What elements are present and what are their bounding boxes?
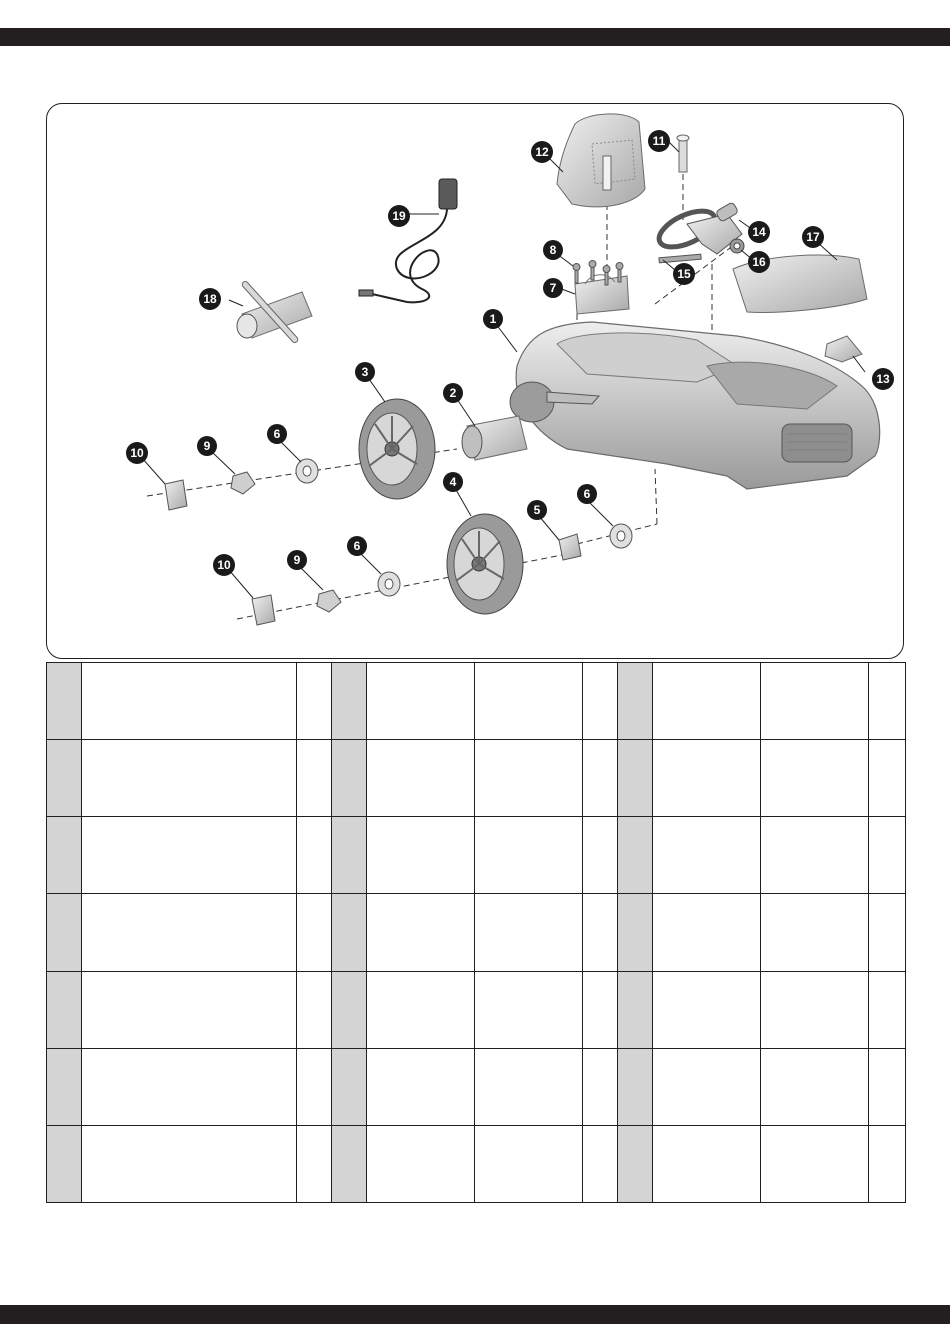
part-number-cell — [47, 663, 82, 740]
callout-6 — [267, 424, 287, 444]
top-bar — [0, 28, 950, 46]
part-name-cell — [761, 817, 869, 894]
callout-9 — [197, 436, 217, 456]
callout-7 — [543, 278, 563, 298]
screw-icon — [677, 135, 689, 172]
pedal-icon — [825, 336, 862, 362]
part-qty-cell — [583, 894, 618, 971]
svg-text:10: 10 — [217, 558, 231, 572]
part-number-cell — [332, 817, 367, 894]
svg-text:18: 18 — [203, 292, 217, 306]
callout-1 — [483, 309, 503, 329]
part-number-cell — [618, 740, 653, 817]
callout-11 — [648, 130, 670, 152]
callout-15 — [673, 263, 695, 285]
part-name-cell — [367, 894, 475, 971]
part-name-cell — [653, 971, 761, 1048]
part-number-cell — [618, 817, 653, 894]
part-name-cell — [475, 894, 583, 971]
part-name-cell — [82, 971, 297, 1048]
part-number-cell — [618, 1048, 653, 1125]
part-number-cell — [332, 971, 367, 1048]
part-name-cell — [367, 663, 475, 740]
svg-text:10: 10 — [130, 446, 144, 460]
callout-10 — [213, 554, 235, 576]
table-row — [47, 1048, 906, 1125]
part-qty-cell — [297, 971, 332, 1048]
part-qty-cell — [869, 894, 906, 971]
bottom-bar — [0, 1305, 950, 1324]
part-number-cell — [618, 971, 653, 1048]
charger-icon — [359, 179, 457, 302]
part-name-cell — [82, 894, 297, 971]
part-number-cell — [47, 740, 82, 817]
part-name-cell — [475, 740, 583, 817]
callout-4 — [443, 472, 463, 492]
part-name-cell — [761, 1048, 869, 1125]
part-qty-cell — [297, 894, 332, 971]
part-number-cell — [332, 663, 367, 740]
table-row — [47, 817, 906, 894]
part-number-cell — [47, 817, 82, 894]
part-name-cell — [82, 817, 297, 894]
part-name-cell — [761, 894, 869, 971]
part-number-cell — [332, 740, 367, 817]
callout-16 — [748, 251, 770, 273]
svg-text:17: 17 — [806, 230, 820, 244]
part-number-cell — [47, 1125, 82, 1202]
part-name-cell — [761, 740, 869, 817]
hub-cap-icon — [165, 480, 275, 625]
part-name-cell — [653, 1048, 761, 1125]
svg-text:3: 3 — [361, 365, 369, 379]
table-row — [47, 894, 906, 971]
part-qty-cell — [297, 1125, 332, 1202]
part-name-cell — [82, 1048, 297, 1125]
callout-9 — [287, 550, 307, 570]
callout-12 — [531, 141, 553, 163]
callout-5 — [527, 500, 547, 520]
part-name-cell — [82, 740, 297, 817]
exploded-parts-diagram — [46, 103, 904, 659]
svg-text:2: 2 — [449, 386, 457, 400]
svg-text:9: 9 — [203, 439, 211, 453]
callout-19 — [388, 205, 410, 227]
part-qty-cell — [297, 817, 332, 894]
part-qty-cell — [583, 740, 618, 817]
part-qty-cell — [869, 1125, 906, 1202]
part-name-cell — [367, 740, 475, 817]
part-qty-cell — [297, 1048, 332, 1125]
part-name-cell — [653, 740, 761, 817]
table-row — [47, 1125, 906, 1202]
part-name-cell — [761, 663, 869, 740]
part-name-cell — [475, 1125, 583, 1202]
svg-text:5: 5 — [533, 503, 541, 517]
part-name-cell — [475, 1048, 583, 1125]
callout-13 — [872, 368, 894, 390]
part-qty-cell — [869, 971, 906, 1048]
svg-text:1: 1 — [489, 312, 497, 326]
table-row — [47, 971, 906, 1048]
table-row — [47, 663, 906, 740]
callout-6 — [577, 484, 597, 504]
svg-text:16: 16 — [752, 255, 766, 269]
part-number-cell — [618, 1125, 653, 1202]
part-qty-cell — [583, 971, 618, 1048]
part-number-cell — [47, 971, 82, 1048]
steering-wheel-icon — [654, 202, 742, 255]
part-name-cell — [82, 663, 297, 740]
part-qty-cell — [297, 663, 332, 740]
svg-text:13: 13 — [876, 372, 890, 386]
svg-text:11: 11 — [652, 134, 666, 148]
part-name-cell — [761, 1125, 869, 1202]
part-qty-cell — [297, 740, 332, 817]
seat-icon — [557, 114, 645, 207]
wheel-icon — [447, 514, 523, 614]
callout-8 — [543, 240, 563, 260]
part-name-cell — [82, 1125, 297, 1202]
part-name-cell — [367, 1125, 475, 1202]
part-qty-cell — [583, 663, 618, 740]
part-name-cell — [653, 1125, 761, 1202]
part-name-cell — [475, 817, 583, 894]
part-qty-cell — [583, 1125, 618, 1202]
part-number-cell — [332, 1048, 367, 1125]
svg-text:12: 12 — [535, 145, 549, 159]
wrench-icon — [237, 280, 312, 343]
motor-icon — [462, 416, 527, 460]
callout-18 — [199, 288, 221, 310]
svg-text:9: 9 — [293, 553, 301, 567]
part-name-cell — [367, 817, 475, 894]
car-body-icon — [510, 322, 880, 489]
part-number-cell — [332, 894, 367, 971]
callout-10 — [126, 442, 148, 464]
part-name-cell — [761, 971, 869, 1048]
part-name-cell — [653, 817, 761, 894]
part-number-cell — [618, 663, 653, 740]
table-row — [47, 740, 906, 817]
svg-text:8: 8 — [549, 243, 557, 257]
part-qty-cell — [583, 1048, 618, 1125]
callout-2 — [443, 383, 463, 403]
part-number-cell — [332, 1125, 367, 1202]
part-number-cell — [47, 894, 82, 971]
wheel-icon — [359, 399, 435, 499]
part-number-cell — [47, 1048, 82, 1125]
svg-text:15: 15 — [677, 267, 691, 281]
part-name-cell — [367, 971, 475, 1048]
callout-17 — [802, 226, 824, 248]
svg-text:19: 19 — [392, 209, 406, 223]
part-name-cell — [653, 894, 761, 971]
callout-3 — [355, 362, 375, 382]
part-qty-cell — [869, 1048, 906, 1125]
part-name-cell — [475, 663, 583, 740]
svg-text:4: 4 — [449, 475, 457, 489]
parts-list-table — [46, 662, 906, 1203]
svg-text:6: 6 — [353, 539, 361, 553]
bushing-icon — [559, 534, 581, 560]
callout-6 — [347, 536, 367, 556]
part-name-cell — [653, 663, 761, 740]
part-qty-cell — [583, 817, 618, 894]
svg-text:6: 6 — [583, 487, 591, 501]
callout-14 — [748, 221, 770, 243]
svg-text:6: 6 — [273, 427, 281, 441]
part-qty-cell — [869, 740, 906, 817]
part-name-cell — [367, 1048, 475, 1125]
svg-text:7: 7 — [549, 281, 557, 295]
part-qty-cell — [869, 817, 906, 894]
part-name-cell — [475, 971, 583, 1048]
svg-text:14: 14 — [752, 225, 766, 239]
part-qty-cell — [869, 663, 906, 740]
part-number-cell — [618, 894, 653, 971]
